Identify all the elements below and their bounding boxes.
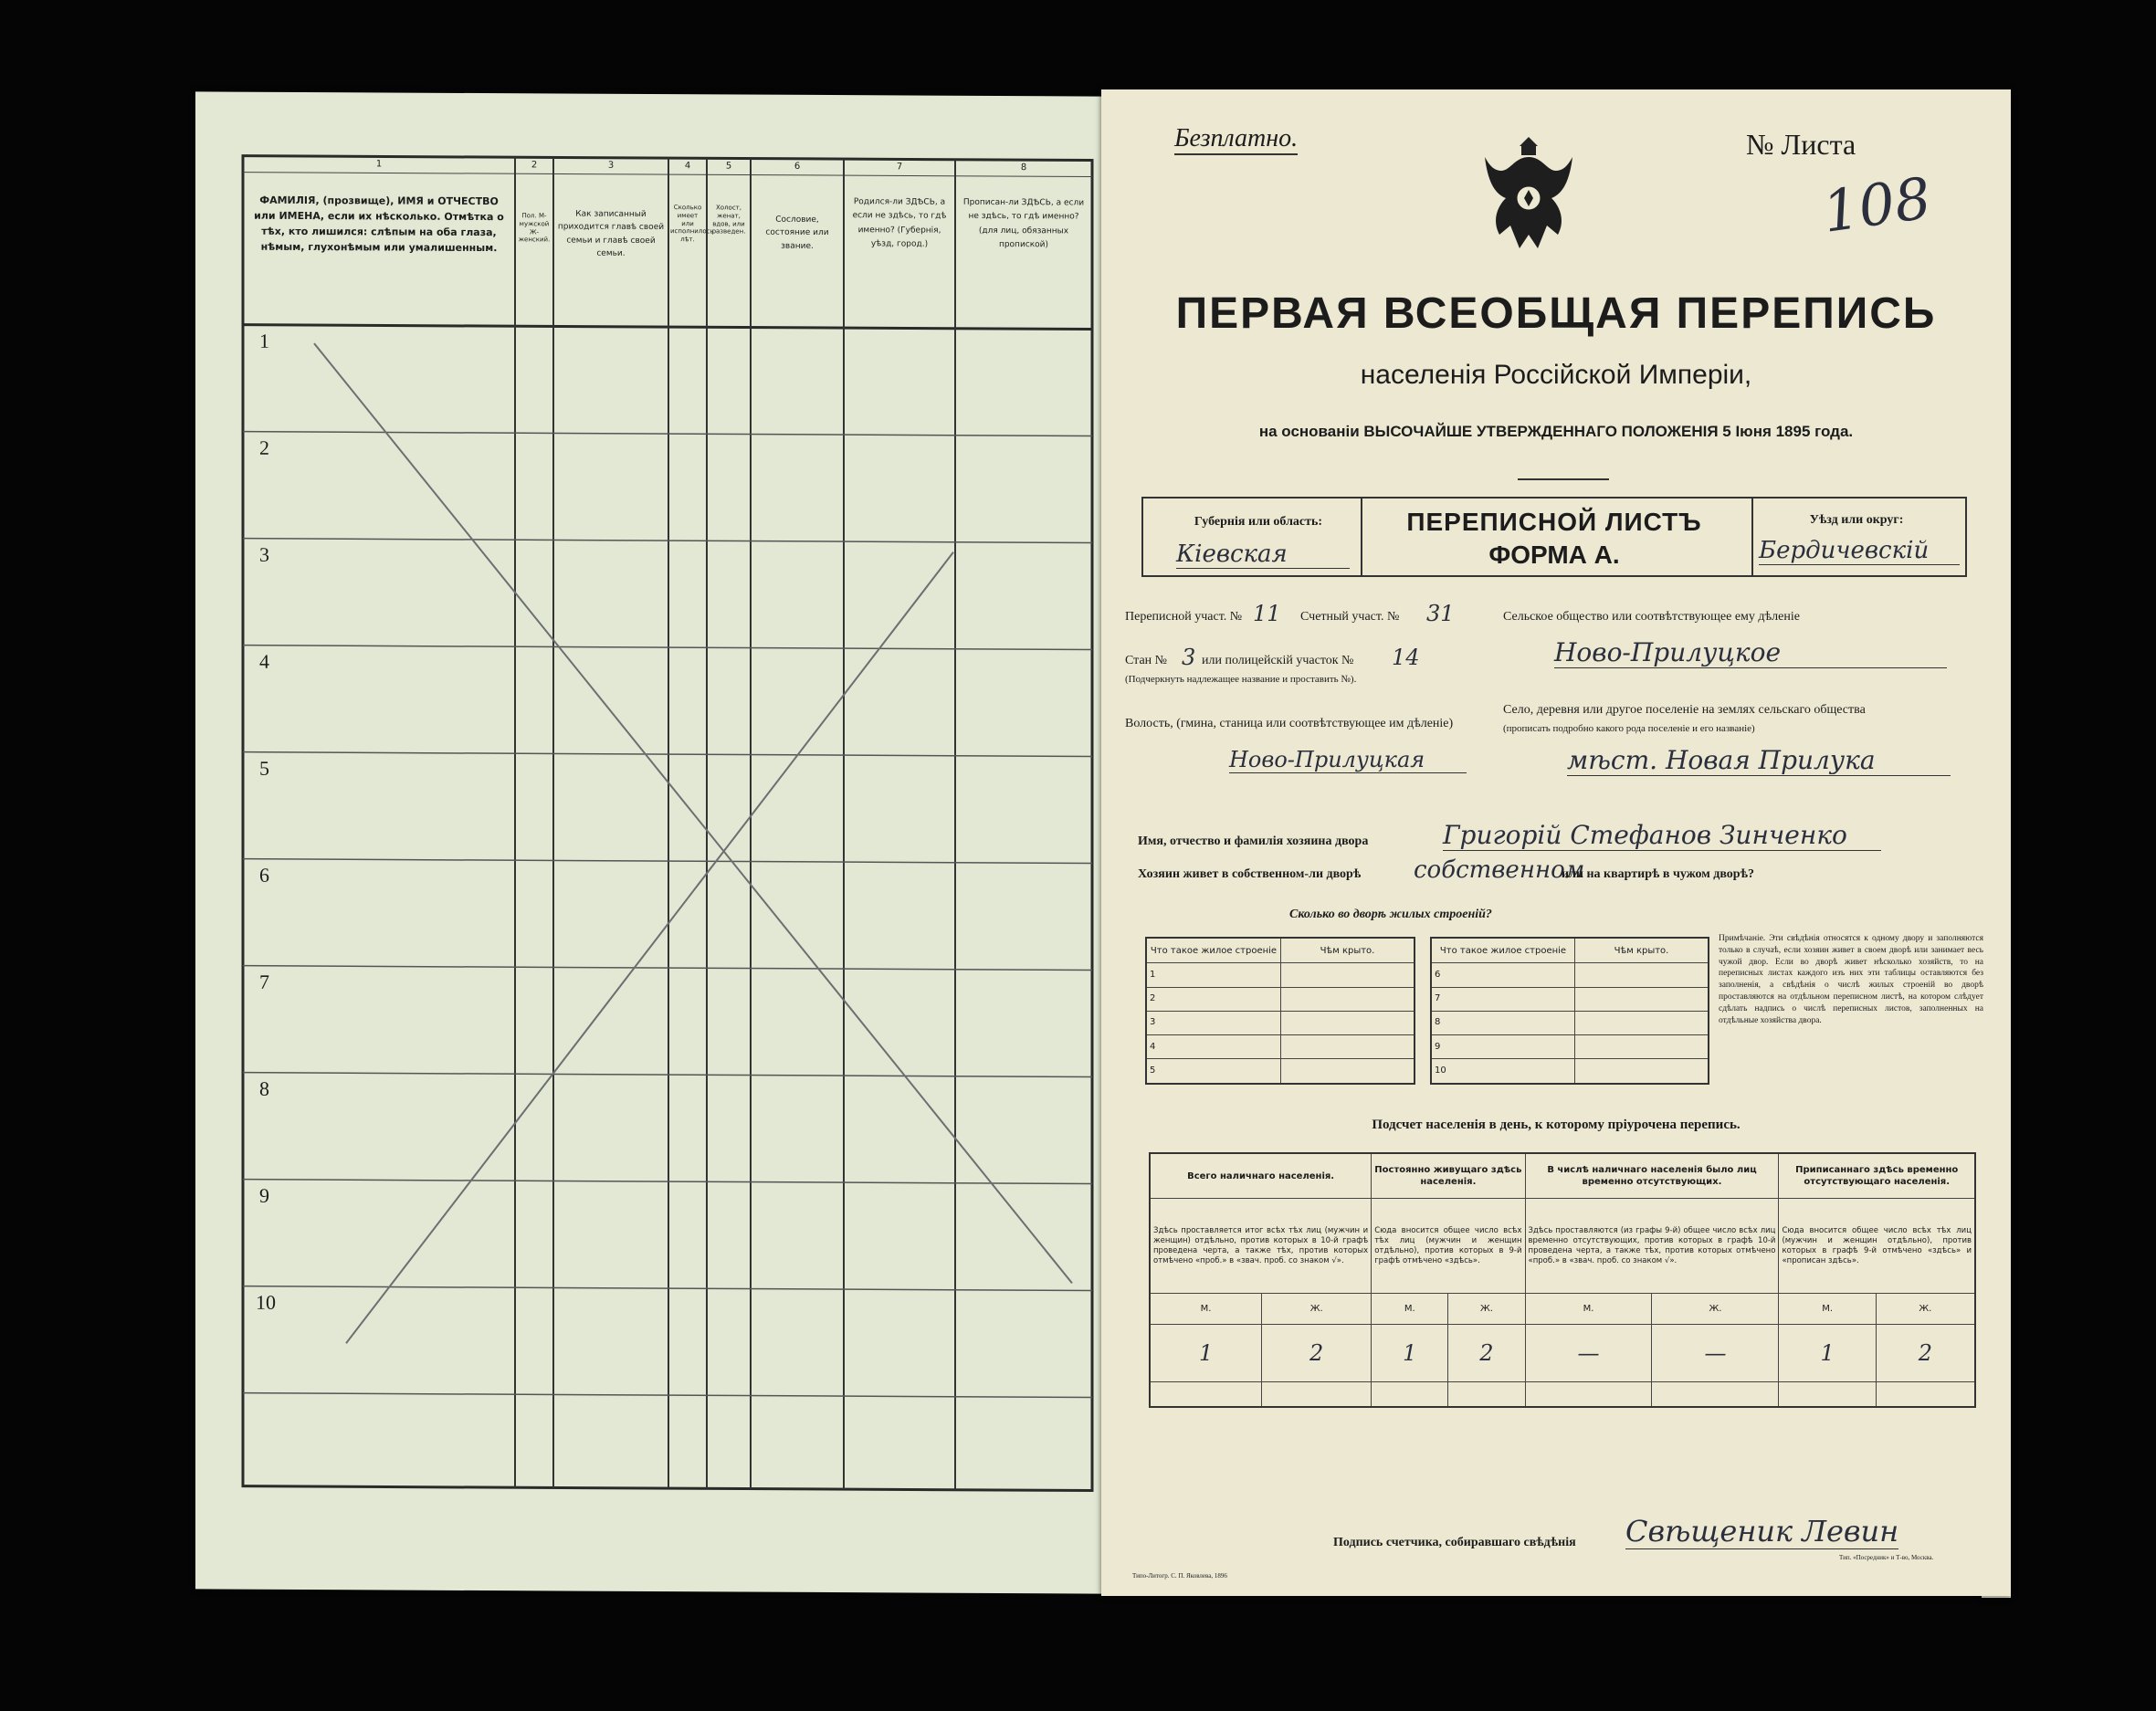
tally-header-temporary: В числѣ наличнаго населенія было лиц временно отсутствующих. — [1525, 1153, 1779, 1199]
row-number-10: 10 — [256, 1290, 276, 1314]
counting-district-value: 31 — [1426, 601, 1455, 626]
building-row: 10 — [1431, 1059, 1575, 1084]
row-number-7: 7 — [259, 970, 269, 993]
col-number-4: 4 — [684, 161, 691, 172]
tally-value: 2 — [1448, 1325, 1525, 1382]
sheet-label: № Листа — [1746, 128, 1856, 161]
owner-label: Имя, отчество и фамилія хозяина двора — [1138, 835, 1369, 848]
village-value: мѣст. Новая Прилука — [1567, 745, 1951, 776]
tally-header-present: Всего наличнаго населенія. — [1150, 1153, 1372, 1199]
col-header-relation: Как записанный приходится главѣ своей семьи и главѣ своей семьи. — [557, 209, 665, 259]
tally-col-f: Ж. — [1876, 1294, 1975, 1325]
printer-right: Тип. «Посредник» и Т-во, Москва. — [1839, 1554, 1934, 1561]
imperial-eagle-emblem — [1483, 130, 1574, 267]
buildings-note: Примѣчаніе. Эти свѣдѣнія относятся к одному двору и заполняются только в случаѣ, если хозяин живет в своем дворѣ или занимает весь чужой двор. Если во дворѣ живет нѣсколько хозяйств, то на переписных листах каждого изъ них эти таблицы оставляются без заполненія, а свѣдѣнія о числѣ жилых строеній во дворѣ проставляются на отдѣльном переписном листѣ, на котором слѣдует сдѣлать надпись о числѣ переписных листов, заполненных на отдѣльные хозяйства двора. — [1719, 934, 1983, 1025]
left-page-grid — [195, 91, 1103, 1593]
owner-lives-tail: или на квартирѣ в чужом дворѣ? — [1562, 867, 1754, 881]
tally-header-permanent: Постоянно живущаго здѣсь населенія. — [1372, 1153, 1525, 1199]
row-number-9: 9 — [259, 1183, 269, 1207]
village-label: Село, деревня или другое поселеніе на землях сельскаго общества — [1503, 703, 1866, 717]
buildings-head-num: Что такое жилое строеніе — [1431, 938, 1575, 963]
counting-district-label: Счетный участ. № — [1300, 610, 1400, 624]
census-district-label: Переписной участ. № — [1125, 610, 1243, 624]
buildings-table-left — [1145, 937, 1415, 1085]
building-row: 2 — [1146, 987, 1281, 1011]
col-header-name: ФАМИЛІЯ, (прозвище), ИМЯ и ОТЧЕСТВО или ИМЕНА, если их нѣсколько. Отмѣтка о тѣх, кто лишился: слѣпым на оба глаза, нѣмым, глухонѣмым или умалишенным. — [254, 194, 504, 255]
left-page — [195, 91, 1103, 1593]
sheet-number: 108 — [1818, 164, 1935, 246]
building-row: 7 — [1431, 987, 1575, 1011]
row-number-2: 2 — [259, 436, 269, 459]
row-number-6: 6 — [259, 863, 269, 887]
col-header-estate: Сословие, состояние или звание. — [765, 215, 829, 251]
col-number-6: 6 — [794, 161, 801, 172]
col-number-7: 7 — [896, 162, 903, 173]
tally-value: — — [1652, 1325, 1779, 1382]
stan-label: Стан № — [1125, 654, 1168, 667]
col-header-marital: Холост, женат, вдов, или разведен. — [711, 204, 746, 236]
title-divider — [1518, 478, 1609, 480]
police-district-label: или полицейскій участок № — [1202, 654, 1354, 667]
uezd-label: Уѣзд или округ: — [1809, 513, 1904, 527]
owner-lives-label: Хозяин живет в собственном-ли дворѣ — [1138, 867, 1362, 881]
buildings-head-what: Чѣм крыто. — [1575, 938, 1709, 963]
society-value: Ново-Прилуцкое — [1554, 637, 1947, 668]
tally-note-registered: Сюда вносится общее число всѣх тѣх лиц (мужчин и женщин отдѣльно), против которых в графѣ 9-й отмѣчено «здѣсь» и «прописан здѣсь». — [1779, 1199, 1975, 1294]
volost-label: Волость, (гмина, станица или соотвѣтствующее им дѣленіе) — [1125, 717, 1454, 730]
right-page — [1101, 89, 2011, 1596]
building-row: 4 — [1146, 1035, 1281, 1059]
page-title: ПЕРВАЯ ВСЕОБЩАЯ ПЕРЕПИСЬ — [1175, 289, 1937, 338]
row-number-1: 1 — [259, 329, 269, 352]
row-number-3: 3 — [259, 542, 269, 566]
signature-value: Свѣщеник Левин — [1625, 1514, 1899, 1548]
building-row: 5 — [1146, 1059, 1281, 1084]
tally-col-f: Ж. — [1262, 1294, 1372, 1325]
legal-basis: на основаніи ВЫСОЧАЙШЕ УТВЕРЖДЕННАГО ПОЛОЖЕНІЯ 5 Іюня 1895 года. — [1258, 423, 1854, 440]
census-district-value: 11 — [1253, 601, 1281, 626]
tally-title: Подсчет населенія в день, к которому пріурочена перепись. — [1372, 1118, 1741, 1132]
building-row: 8 — [1431, 1011, 1575, 1034]
tally-note-temporary: Здѣсь проставляются (из графы 9-й) общее число всѣх лиц временно отсутствующих, против которых в графѣ 10-й проведена черта, а также тѣх, против которых отмѣчено «проб.» в «звач. проб. со знаком √». — [1525, 1199, 1779, 1294]
building-row: 9 — [1431, 1035, 1575, 1059]
buildings-question: Сколько во дворѣ жилых строеній? — [1289, 908, 1492, 921]
society-label: Сельское общество или соотвѣтствующее ему дѣленіе — [1503, 610, 1800, 624]
free-label: Безплатно. — [1174, 124, 1298, 155]
col-number-1: 1 — [375, 159, 383, 170]
tally-note-permanent: Сюда вносится общее число всѣх тѣх лиц (мужчин и женщин отдѣльно), против которых в 9-й графѣ отмѣчено «здѣсь». — [1372, 1199, 1525, 1294]
tally-value: — — [1525, 1325, 1652, 1382]
form-name: ФОРМА А. — [1488, 541, 1620, 569]
tally-col-f: Ж. — [1652, 1294, 1779, 1325]
buildings-table-right — [1430, 937, 1709, 1085]
tally-col-m: М. — [1779, 1294, 1876, 1325]
col-number-3: 3 — [607, 160, 615, 171]
col-number-2: 2 — [531, 160, 538, 171]
guberniya-value: Кіевская — [1176, 541, 1350, 569]
buildings-head-what: Чѣм крыто. — [1281, 938, 1415, 963]
col-number-8: 8 — [1020, 163, 1027, 173]
building-row: 6 — [1431, 963, 1575, 987]
stan-note: (Подчеркнуть надлежащее название и проставить №). — [1125, 674, 1357, 685]
village-note: (прописать подробно какого рода поселеніе и его названіе) — [1503, 723, 1755, 734]
tally-col-m: М. — [1372, 1294, 1448, 1325]
owner-value: Григорій Стефанов Зинченко — [1443, 820, 1881, 851]
row-number-8: 8 — [259, 1076, 269, 1100]
row-number-5: 5 — [259, 756, 269, 780]
col-header-age: Сколько имеет или исполнилось лѣт. — [670, 204, 714, 244]
col-header-sex: Пол. М-мужской Ж-женский. — [518, 212, 551, 244]
tally-note-present: Здѣсь проставляется итог всѣх тѣх лиц (мужчин и женщин) отдѣльно, против которых в 10-й графѣ проведена черта, а также тѣх, против которых отмѣчено «проб.» в «звач. проб. со знаком √». — [1150, 1199, 1372, 1294]
building-row: 3 — [1146, 1011, 1281, 1034]
col-header-registered: Прописан-ли ЗДѢСЬ, а если не здѣсь, то гдѣ именно? (для лиц, обязанных пропиской) — [962, 197, 1085, 250]
tally-header-registered: Приписаннаго здѣсь временно отсутствующаго населенія. — [1779, 1153, 1975, 1199]
row-number-4: 4 — [259, 649, 269, 673]
owner-lives-value: собственном — [1414, 856, 1585, 884]
tally-value: 1 — [1779, 1325, 1876, 1382]
tally-value: 2 — [1876, 1325, 1975, 1382]
tally-table — [1149, 1152, 1976, 1408]
tally-value: 1 — [1372, 1325, 1448, 1382]
signature-label: Подпись счетчика, собиравшаго свѣдѣнія — [1333, 1536, 1576, 1549]
police-district-value: 14 — [1392, 645, 1420, 670]
tally-col-f: Ж. — [1448, 1294, 1525, 1325]
tally-value: 2 — [1262, 1325, 1372, 1382]
tally-col-m: М. — [1525, 1294, 1652, 1325]
col-header-born: Родился-ли ЗДѢСЬ, а если не здѣсь, то гдѣ именно? (Губернія, уѣзд, город.) — [852, 197, 947, 249]
form-title: ПЕРЕПИСНОЙ ЛИСТЪ — [1406, 508, 1702, 536]
page-subtitle: населенія Россійской Имперіи, — [1360, 360, 1752, 390]
uezd-value: Бердичевскій — [1759, 537, 1960, 565]
building-row: 1 — [1146, 963, 1281, 987]
tally-col-m: М. — [1150, 1294, 1262, 1325]
stan-value: 3 — [1182, 645, 1196, 670]
guberniya-label: Губернія или область: — [1194, 515, 1323, 529]
printer-left: Типо-Литогр. С. П. Яковлева, 1896 — [1132, 1572, 1227, 1580]
buildings-head-num: Что такое жилое строеніе — [1146, 938, 1281, 963]
col-number-5: 5 — [725, 161, 732, 172]
tally-value: 1 — [1150, 1325, 1262, 1382]
volost-value: Ново-Прилуцкая — [1229, 747, 1467, 773]
